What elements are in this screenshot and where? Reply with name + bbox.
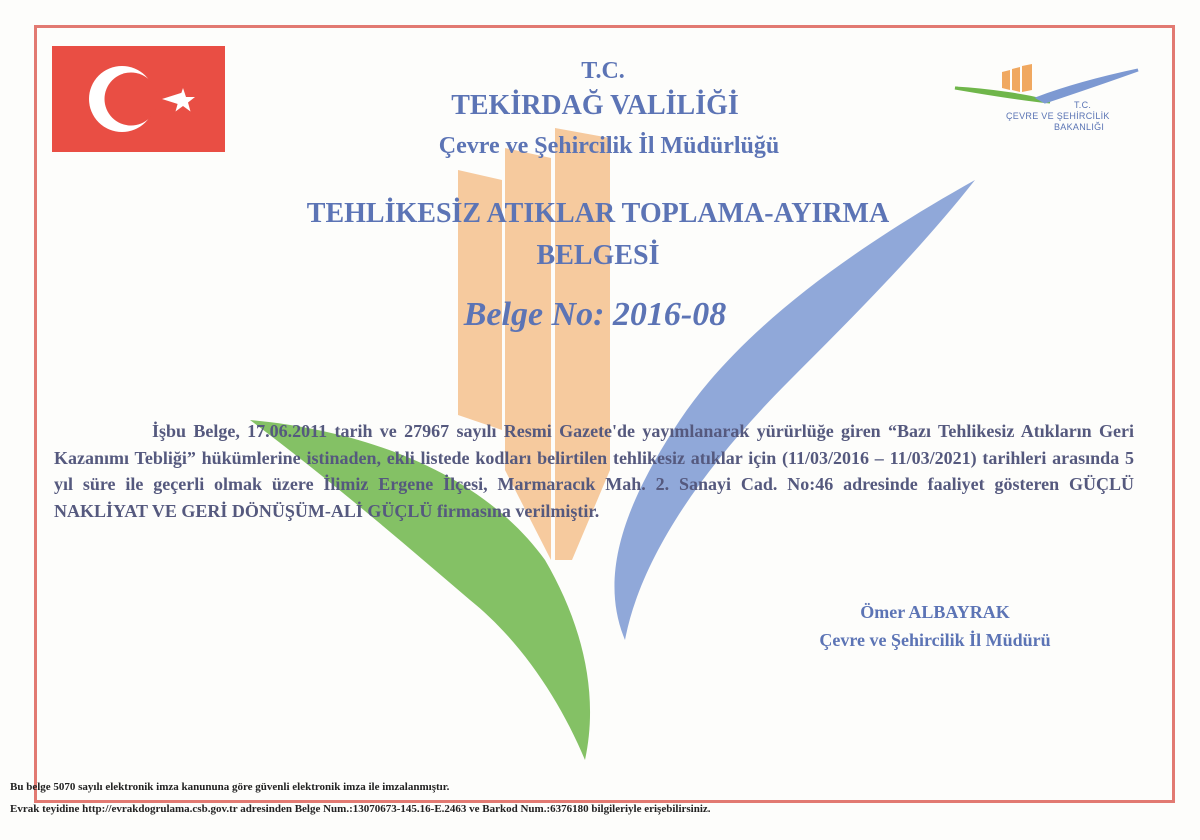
footer-verification-note: Evrak teyidine http://evrakdogrulama.csb.gov.tr adresinden Belge Num.:13070673-145.16-E.2463 ve Barkod Num.:6376180 bilgileriyle erişebilirsiniz. bbox=[10, 803, 711, 815]
logo-text-tc: T.C. bbox=[1074, 100, 1092, 110]
header-governorship: TEKİRDAĞ VALİLİĞİ bbox=[451, 90, 739, 121]
header-tc: T.C. bbox=[581, 58, 625, 84]
certificate-title-line1: TEHLİKESİZ ATIKLAR TOPLAMA-AYIRMA bbox=[306, 198, 890, 229]
signatory-name: Ömer ALBAYRAK bbox=[860, 602, 1010, 622]
certificate-title-line2: BELGESİ bbox=[536, 240, 660, 271]
logo-text-ministry: ÇEVRE VE ŞEHİRCİLİK bbox=[1006, 111, 1110, 121]
signature-block bbox=[780, 598, 1090, 654]
certificate-paragraph: İşbu Belge, 17.06.2011 tarih ve 27967 sayılı Resmi Gazete'de yayımlanarak yürürlüğe giren “Bazı Tehlikesiz Atıkların Geri Kazanımı Tebliği” hükümlerine istinaden, ekli listede kodları belirtilen tehlikesiz atıklar için (11/03/2016 – 11/03/2021) tarihleri arasında 5 yıl süre ile geçerli olmak üzere İlimiz Ergene İlçesi, Marmaracık Mah. 2. Sanayi Cad. No:46 adresinde faaliyet gösteren GÜÇLÜ NAKLİYAT VE GERİ DÖNÜŞÜM-ALİ GÜÇLÜ firmasına verilmiştir. bbox=[54, 421, 1134, 521]
logo-text-bakanlik: BAKANLIĞI bbox=[1054, 122, 1105, 132]
signatory-role: Çevre ve Şehircilik İl Müdürü bbox=[819, 630, 1051, 650]
header-directorate: Çevre ve Şehircilik İl Müdürlüğü bbox=[438, 133, 780, 159]
certificate-body bbox=[54, 418, 1134, 524]
certificate-number: Belge No: 2016-08 bbox=[463, 296, 727, 333]
footer-e-signature-note: Bu belge 5070 sayılı elektronik imza kanununa göre güvenli elektronik imza ile imzalanmıştır. bbox=[10, 781, 450, 793]
